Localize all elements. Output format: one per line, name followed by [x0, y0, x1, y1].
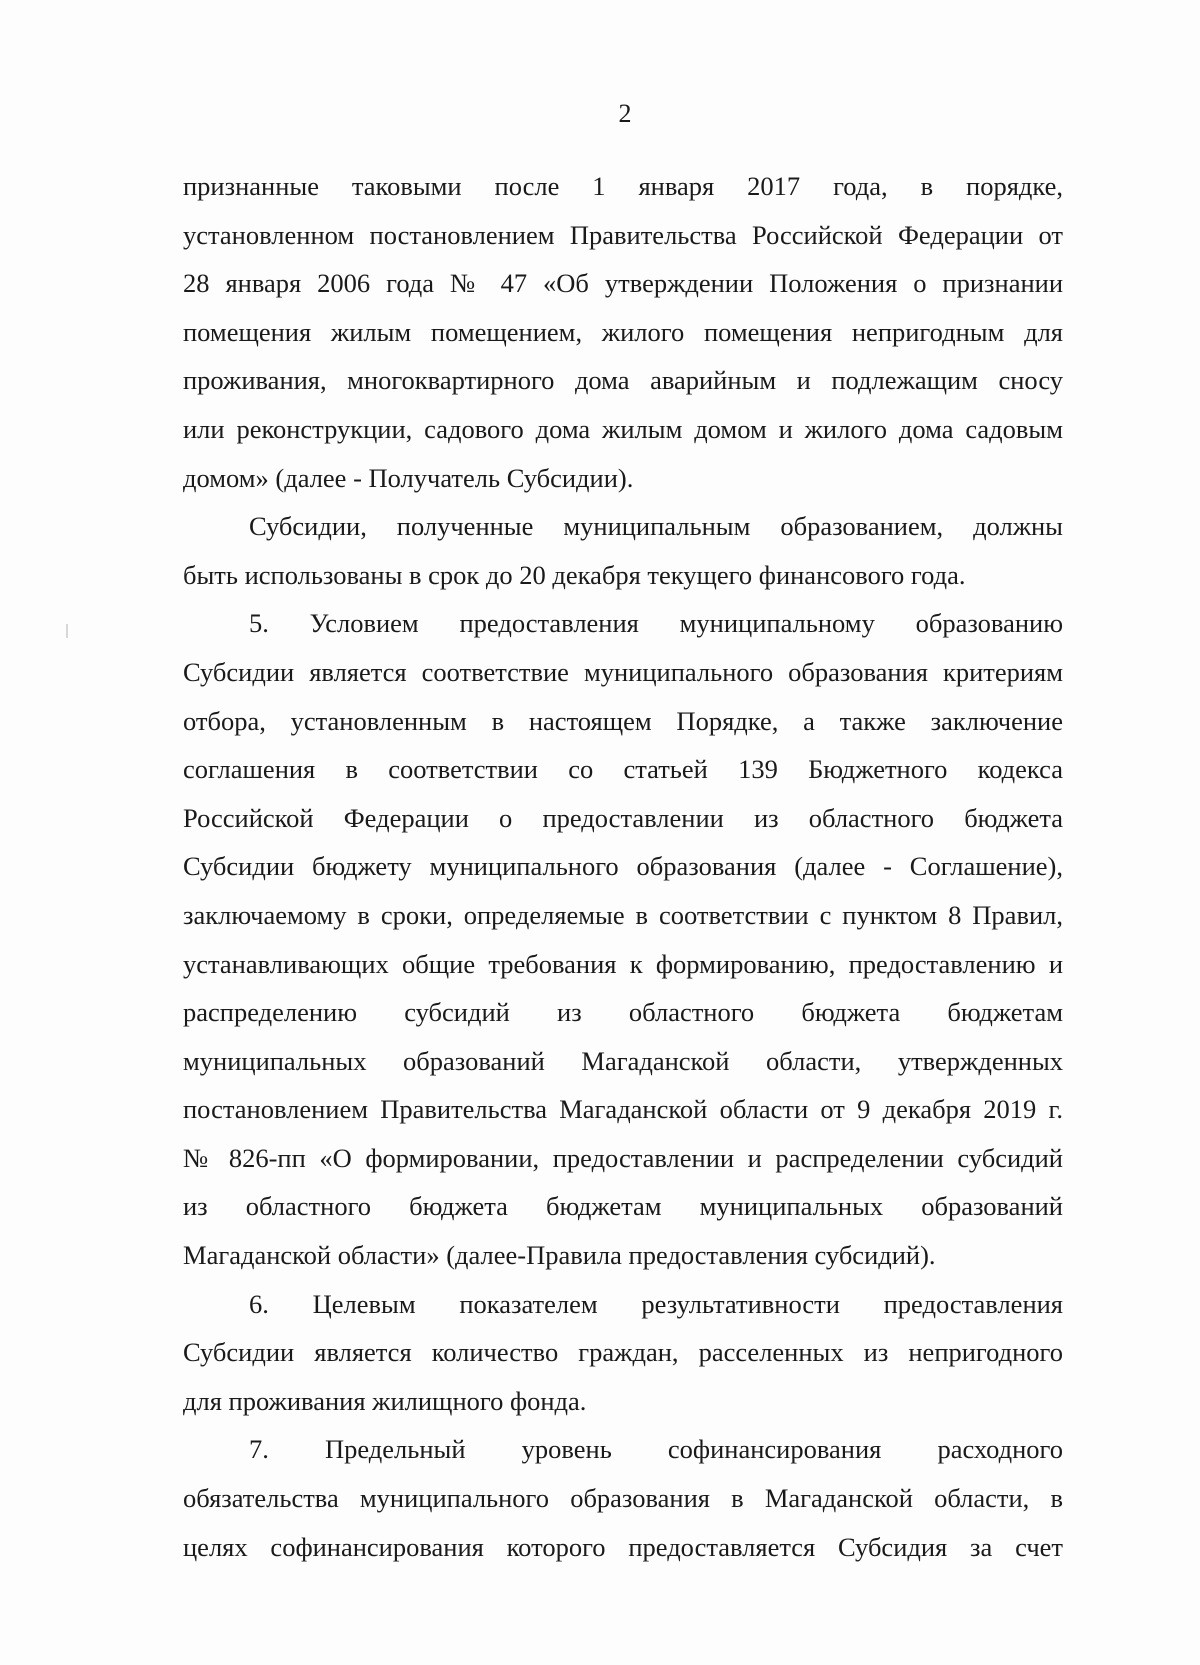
text-line: Магаданской области» (далее-Правила предоставления субсидий).	[183, 1240, 936, 1271]
text-line: целях софинансирования которого предоставляется Субсидия за счет	[183, 1531, 1063, 1562]
text-line: муниципальных образований Магаданской области, утвержденных	[183, 1045, 1063, 1076]
text-line: 6. Целевым показателем результативности предоставления	[249, 1288, 1063, 1319]
document-body	[183, 162, 1063, 1571]
text-line: проживания, многоквартирного дома аварийным и подлежащим сносу	[183, 365, 1063, 396]
text-line: отбора, установленным в настоящем Порядке, а также заключение	[183, 705, 1063, 736]
text-line: устанавливающих общие требования к формированию, предоставлению и	[183, 948, 1063, 979]
text-line: установленном постановлением Правительства Российской Федерации от	[183, 219, 1063, 250]
text-line: Российской Федерации о предоставлении из областного бюджета	[183, 802, 1063, 833]
text-line: 5. Условием предоставления муниципальному образованию	[249, 608, 1063, 639]
text-line: домом» (далее - Получатель Субсидии).	[183, 462, 634, 493]
text-line: помещения жилым помещением, жилого помещения непригодным для	[183, 316, 1063, 347]
text-line: № 826-пп «О формировании, предоставлении и распределении субсидий	[183, 1142, 1063, 1173]
text-line: Субсидии является соответствие муниципального образования критериям	[183, 656, 1063, 687]
text-line: соглашения в соответствии со статьей 139 Бюджетного кодекса	[183, 754, 1063, 785]
text-line: из областного бюджета бюджетам муниципальных образований	[183, 1191, 1063, 1222]
text-line: или реконструкции, садового дома жилым домом и жилого дома садовым	[183, 413, 1063, 444]
text-line: Субсидии, полученные муниципальным образованием, должны	[249, 511, 1063, 542]
text-line: заключаемому в сроки, определяемые в соответствии с пунктом 8 Правил,	[183, 899, 1063, 930]
scan-artifact	[66, 624, 68, 638]
page-number: 2	[618, 99, 632, 128]
text-line: для проживания жилищного фонда.	[183, 1385, 587, 1416]
text-line: Субсидии бюджету муниципального образования (далее - Соглашение),	[183, 851, 1063, 882]
text-line: признанные таковыми после 1 января 2017 года, в порядке,	[183, 171, 1063, 201]
text-line: постановлением Правительства Магаданской области от 9 декабря 2019 г.	[183, 1094, 1063, 1125]
text-line: распределению субсидий из областного бюджета бюджетам	[183, 997, 1063, 1028]
text-line: 7. Предельный уровень софинансирования расходного	[249, 1434, 1063, 1465]
text-line: 28 января 2006 года № 47 «Об утверждении Положения о признании	[183, 268, 1063, 299]
text-line: быть использованы в срок до 20 декабря текущего финансового года.	[183, 559, 966, 590]
text-line: обязательства муниципального образования в Магаданской области, в	[183, 1483, 1063, 1514]
text-line: Субсидии является количество граждан, расселенных из непригодного	[183, 1337, 1063, 1368]
